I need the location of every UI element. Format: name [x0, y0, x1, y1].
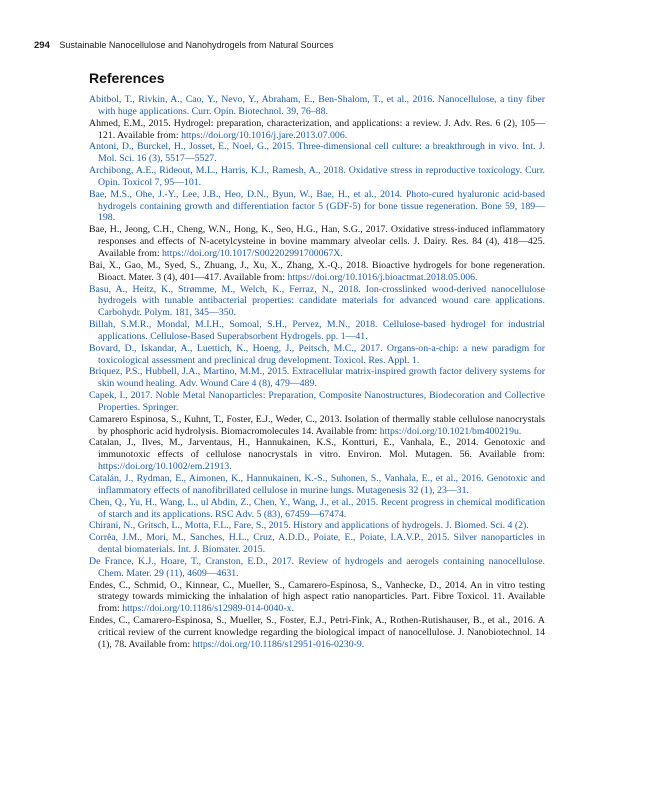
running-title: Sustainable Nanocellulose and Nanohydrogels from Natural Sources — [59, 40, 334, 50]
reference-text: Basu, A., Heitz, K., Strømme, M., Welch, K., Ferraz, N., 2018. Ion-crosslinked wood-derived nanocellulose hydrogels with tunable antibacterial properties: candidate materials for advanced wound care applications. Carbohydr. Polym. 181, 345—350. — [89, 283, 545, 319]
reference-text: Capek, I., 2017. Noble Metal Nanoparticles: Preparation, Composite Nanostructures, Biodecoration and Collective Properties. Springer. — [89, 390, 545, 413]
reference-item — [89, 615, 545, 651]
reference-text: Bovard, D., Iskandar, A., Luettich, K., Hoeng, J., Peitsch, M.C., 2017. Organs-on-a-chip: a new paradigm for toxicological assessment and preclinical drug development. Toxicol. Res. Appl. 1. — [89, 342, 545, 366]
reference-item[interactable] — [89, 390, 545, 414]
reference-text: De France, K.J., Hoare, T., Cranston, E.D., 2017. Review of hydrogels and aerogels containing nanocellulose. Chem. Mater. 29 (11), 4609—4631. — [89, 555, 545, 579]
reference-item[interactable] — [89, 319, 545, 343]
reference-item[interactable] — [89, 497, 545, 521]
reference-text: Antoni, D., Burckel, H., Josset, E., Noel, G., 2015. Three-dimensional cell culture: a breakthrough in vivo. Int. J. Mol. Sci. 16 (3), 5517—5527. — [89, 141, 545, 165]
reference-text: Catalán, J., Rydman, E., Aimonen, K., Hannukainen, K.-S., Suhonen, S., Vanhala, E., et al., 2016. Genotoxic and inflammatory effects of nanofibrillated cellulose in murine lungs. Mutagenesis 32 (1), 23—31. — [89, 473, 545, 496]
reference-item[interactable] — [89, 556, 545, 580]
reference-text: Ahmed, E.M., 2015. Hydrogel: preparation, characterization, and applications: a review. J. Adv. Res. 6 (2), 105—121. Available from: — [89, 117, 545, 141]
reference-item — [89, 437, 545, 473]
reference-text: Briquez, P.S., Hubbell, J.A., Martino, M.M., 2015. Extracellular matrix-inspired growth factor delivery systems for skin wound healing. Adv. Wound Care 4 (8), 479—489. — [89, 366, 545, 390]
reference-text: Endes, C., Camarero-Espinosa, S., Mueller, S., Foster, E.J., Petri-Fink, A., Rothen-Rutishauser, B., et al., 2016. A critical review of the current knowledge regarding the biological impact of nanocellulose. J. Nanobiotechnol. 14 (1), 78. Available from: — [89, 615, 545, 650]
reference-doi-link[interactable]: https://doi.org/10.1017/S002202991700067X. — [162, 247, 343, 259]
reference-item[interactable] — [89, 165, 545, 189]
reference-text: Chirani, N., Gritsch, L., Motta, F.L., Fare, S., 2015. History and applications of hydrogels. J. Biomed. Sci. 4 (2). — [89, 520, 529, 532]
reference-text: Bae, M.S., Ohe, J.-Y., Lee, J.B., Heo, D.N., Byun, W., Bae, H., et al., 2014. Photo-cured hyaluronic acid-based hydrogels containing growth and differentiation factor 5 (GDF-5) for bone tissue regeneration. Bone 59, 189—198. — [89, 188, 545, 224]
reference-text: Endes, C., Schmid, O., Kinnear, C., Mueller, S., Camarero-Espinosa, S., Vanhecke, D., 2014. An in vitro testing strategy towards mimicking the inhalation of high aspect ratio nanoparticles. Part. Fibre Toxicol. 11. Available from: — [89, 579, 545, 615]
reference-doi-link[interactable]: https://doi.org/10.1016/j.bioactmat.2018.05.006. — [287, 271, 478, 283]
reference-doi-link[interactable]: https://doi.org/10.1021/bm400219u. — [379, 425, 522, 437]
reference-list — [89, 94, 545, 651]
running-header — [34, 40, 594, 51]
reference-text: Billah, S.M.R., Mondal, M.I.H., Somoal, S.H., Pervez, M.N., 2018. Cellulose-based hydrogel for industrial applications. Cellulose-Based Superabsorbent Hydrogels. pp. 1—41. — [89, 319, 545, 342]
reference-item — [89, 260, 545, 284]
reference-item[interactable] — [89, 343, 545, 367]
reference-text: Corrêa, J.M., Mori, M., Sanches, H.L., Cruz, A.D.D., Poiate, E., Poiate, I.A.V.P., 2015. Silver nanoparticles in dental biomaterials. Int. J. Biomater. 2015. — [89, 532, 545, 556]
reference-item — [89, 414, 545, 438]
reference-doi-link[interactable]: https://doi.org/10.1002/em.21913. — [98, 461, 232, 473]
reference-item — [89, 224, 545, 260]
reference-item[interactable] — [89, 532, 545, 556]
reference-item — [89, 580, 545, 616]
reference-item[interactable] — [89, 366, 545, 390]
reference-doi-link[interactable]: https://doi.org/10.1186/s12989-014-0040-x. — [122, 603, 294, 615]
page-number: 294 — [34, 40, 50, 51]
reference-text: Catalan, J., Ilves, M., Jarventaus, H., Hannukainen, K.S., Kontturi, E., Vanhala, E., 2014. Genotoxic and immunotoxic effects of cellulose nanocrystals in vitro. Environ. Mol. Mutagen. 56. Available from: — [89, 437, 545, 461]
reference-item[interactable] — [89, 473, 545, 497]
reference-item — [89, 118, 545, 142]
reference-doi-link[interactable]: https://doi.org/10.1186/s12951-016-0230-9. — [192, 638, 365, 650]
section-title: References — [89, 70, 165, 86]
reference-item[interactable] — [89, 141, 545, 165]
reference-item[interactable] — [89, 94, 545, 118]
reference-item[interactable] — [89, 284, 545, 320]
reference-text: Bae, H., Jeong, C.H., Cheng, W.N., Hong, K., Seo, H.G., Han, S.G., 2017. Oxidative stress-induced inflammatory responses and effects of N-acetylcysteine in bovine mammary alveolar cells. J. Dairy. Res. 84 (4), 418—425. Available from: — [89, 224, 545, 259]
reference-item[interactable] — [89, 520, 545, 532]
reference-doi-link[interactable]: https://doi.org/10.1016/j.jare.2013.07.006. — [181, 129, 348, 141]
reference-item[interactable] — [89, 189, 545, 225]
reference-text: Camarero Espinosa, S., Kuhnt, T., Foster, E.J., Weder, C., 2013. Isolation of thermally stable cellulose nanocrystals by phosphoric acid hydrolysis. Biomacromolecules 14. Available from: — [89, 413, 545, 437]
reference-text: Abitbol, T., Rivkin, A., Cao, Y., Nevo, Y., Abraham, E., Ben-Shalom, T., et al., 2016. Nanocellulose, a tiny fiber with huge applications. Curr. Opin. Biotechnol. 39, 76–88. — [89, 94, 545, 117]
reference-text: Bai, X., Gao, M., Syed, S., Zhuang, J., Xu, X., Zhang, X.-Q., 2018. Bioactive hydrogels for bone regeneration. Bioact. Mater. 3 (4), 401—417. Available from: — [89, 259, 545, 283]
reference-text: Archibong, A.E., Rideout, M.L., Harris, K.J., Ramesh, A., 2018. Oxidative stress in reproductive toxicology. Curr. Opin. Toxicol 7, 95—101. — [89, 165, 545, 188]
reference-text: Chen, Q., Yu, H., Wang, L., ul Abdin, Z., Chen, Y., Wang, J., et al., 2015. Recent progress in chemical modification of starch and its applications. RSC Adv. 5 (83), 67459—67474. — [89, 496, 545, 520]
